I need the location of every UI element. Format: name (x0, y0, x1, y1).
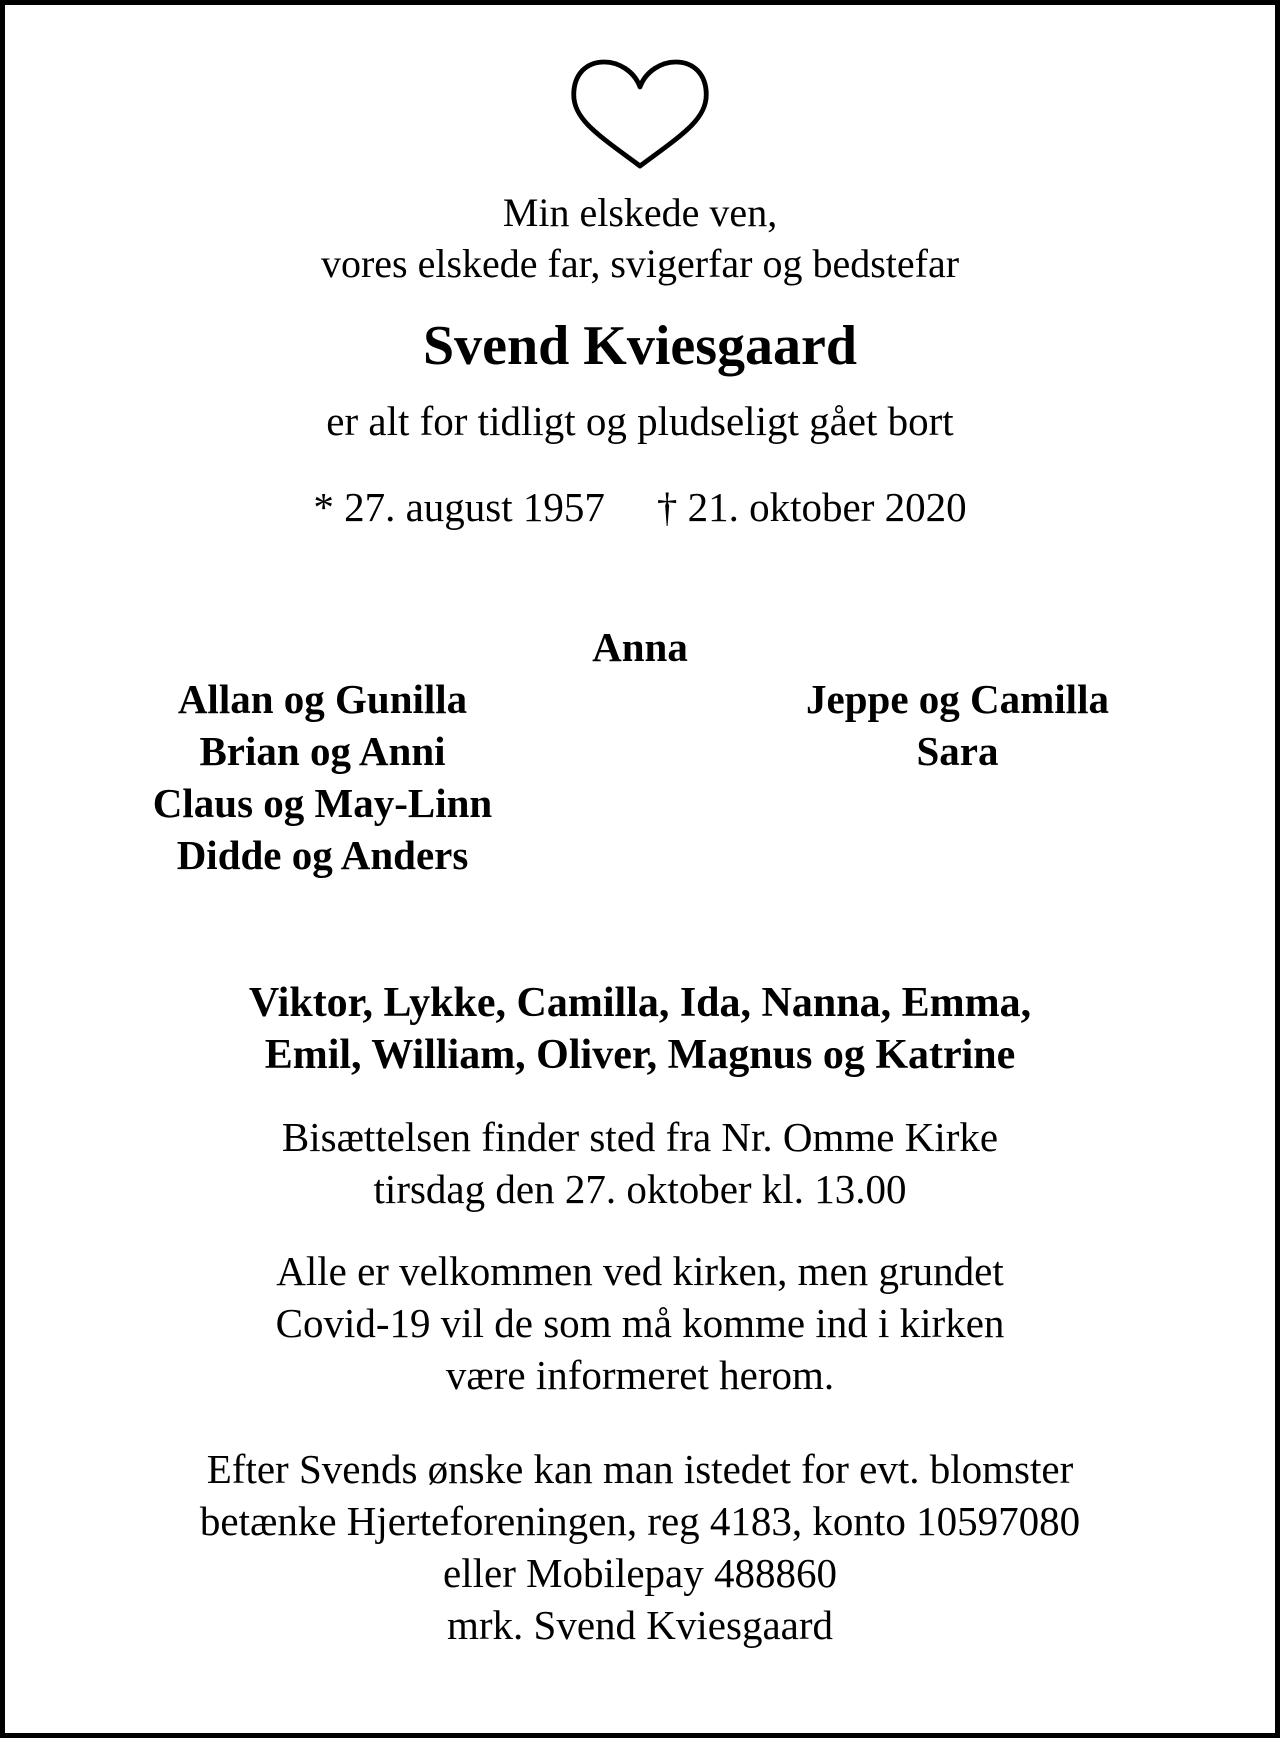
family-name: Brian og Anni (199, 728, 446, 774)
grandchildren-line: Viktor, Lykke, Camilla, Ida, Nanna, Emma, (248, 980, 1032, 1026)
donation-info (5, 1443, 1275, 1651)
family-name: Jeppe og Camilla (806, 676, 1109, 722)
ceremony-line: Bisættelsen finder sted fra Nr. Omme Kirke (281, 1114, 999, 1160)
ceremony-info (5, 1111, 1275, 1215)
donation-line: Efter Svends ønske kan man istedet for evt. blomster (206, 1446, 1074, 1492)
intro-text (5, 187, 1275, 289)
family-name: Didde og Anders (176, 832, 469, 878)
donation-line: eller Mobilepay 488860 (443, 1550, 837, 1596)
covid-line: Alle er velkommen ved kirken, men grundet (276, 1248, 1004, 1294)
family-name: Sara (916, 728, 999, 774)
grandchildren-names (5, 977, 1275, 1081)
death-date: † 21. oktober 2020 (656, 484, 967, 530)
spouse-name: Anna (592, 624, 688, 670)
donation-line: mrk. Svend Kviesgaard (447, 1602, 833, 1648)
family-column-left (5, 673, 640, 881)
subtitle-text: er alt for tidligt og pludseligt gået bort (326, 398, 954, 444)
donation-line: betænke Hjerteforeningen, reg 4183, konto 10597080 (199, 1498, 1081, 1544)
grandchildren-line: Emil, William, Oliver, Magnus og Katrine (264, 1032, 1016, 1078)
covid-line: Covid-19 vil de som må komme ind i kirken (275, 1300, 1005, 1346)
deceased-name: Svend Kviesgaard (422, 315, 858, 377)
family-name: Allan og Gunilla (177, 676, 468, 722)
intro-line: vores elskede far, svigerfar og bedstefar (320, 241, 960, 286)
birth-date: * 27. august 1957 (313, 484, 605, 530)
family-column-right (640, 673, 1275, 881)
heart-icon (565, 57, 715, 171)
family-name: Claus og May-Linn (152, 780, 493, 826)
covid-line: være informeret herom. (445, 1352, 835, 1398)
family-names (5, 673, 1275, 881)
ceremony-line: tirsdag den 27. oktober kl. 13.00 (373, 1166, 907, 1212)
covid-info (5, 1245, 1275, 1401)
life-dates (5, 481, 1275, 533)
intro-line: Min elskede ven, (502, 190, 778, 235)
